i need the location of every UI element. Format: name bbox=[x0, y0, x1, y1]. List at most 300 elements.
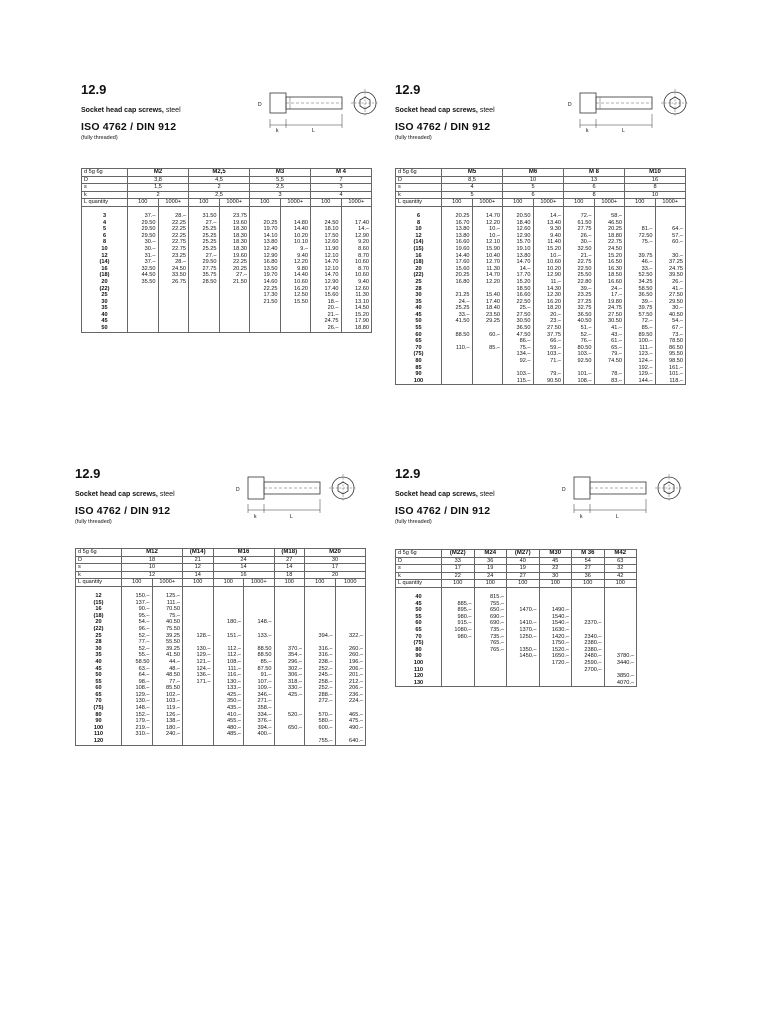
price-cell: 88.50 bbox=[442, 332, 473, 339]
price-cell: 35.75 bbox=[189, 272, 220, 279]
price-cell: 100.– bbox=[625, 338, 656, 345]
price-cell: 31.– bbox=[128, 253, 159, 260]
price-cell: 81.– bbox=[625, 226, 656, 233]
price-cell bbox=[335, 613, 366, 620]
price-cell: 394.– bbox=[244, 725, 275, 732]
price-cell: 980.– bbox=[442, 634, 475, 641]
size-header: M2,5 bbox=[189, 169, 250, 177]
dim-row-s bbox=[396, 184, 686, 192]
price-cell bbox=[335, 705, 366, 712]
price-cell: 48.– bbox=[152, 666, 183, 673]
price-cell: 17.40 bbox=[311, 286, 342, 293]
price-cell: 75.– bbox=[503, 345, 534, 352]
price-cell bbox=[274, 731, 305, 738]
price-cell: 37.25 bbox=[655, 259, 686, 266]
length-value: 130 bbox=[396, 680, 442, 687]
table-row bbox=[396, 607, 637, 614]
price-cell bbox=[244, 738, 275, 745]
length-value: 45 bbox=[396, 312, 442, 319]
price-cell bbox=[274, 619, 305, 626]
price-cell: 206.– bbox=[335, 685, 366, 692]
price-cell: 16.80 bbox=[442, 279, 473, 286]
price-cell: 2340.– bbox=[572, 634, 605, 641]
price-cell: 29.50 bbox=[128, 226, 159, 233]
price-cell bbox=[183, 619, 214, 626]
price-cell bbox=[442, 660, 475, 667]
price-cell: 245.– bbox=[305, 672, 336, 679]
quantity-header: 100 bbox=[503, 199, 534, 207]
length-value: 80 bbox=[396, 358, 442, 365]
dim-value: 5,5 bbox=[250, 176, 311, 184]
price-cell: 23.– bbox=[533, 318, 564, 325]
price-cell bbox=[158, 305, 189, 312]
price-cell: 30.– bbox=[655, 305, 686, 312]
table-row bbox=[396, 338, 686, 345]
price-cell: 10.20 bbox=[280, 233, 311, 240]
length-value: (22) bbox=[82, 286, 128, 293]
dim-row-s bbox=[76, 564, 366, 572]
header-row-size bbox=[76, 549, 366, 557]
price-cell: 640.– bbox=[335, 738, 366, 745]
price-cell bbox=[219, 305, 250, 312]
table-row bbox=[396, 299, 686, 306]
dim-value: 30 bbox=[305, 556, 366, 564]
price-cell: 33.– bbox=[442, 312, 473, 319]
price-cell bbox=[189, 305, 220, 312]
table-row bbox=[82, 259, 372, 266]
dim-value: 3,8 bbox=[128, 176, 189, 184]
price-cell bbox=[539, 601, 572, 608]
price-cell: 27.50 bbox=[655, 292, 686, 299]
length-value: 100 bbox=[76, 725, 122, 732]
price-cell: 9.80 bbox=[280, 266, 311, 273]
svg-text:L: L bbox=[622, 128, 625, 134]
size-header: M 8 bbox=[564, 169, 625, 177]
price-cell: 17.70 bbox=[503, 272, 534, 279]
table-row bbox=[82, 299, 372, 306]
length-value: 40 bbox=[82, 312, 128, 319]
price-cell: 75.50 bbox=[152, 626, 183, 633]
price-cell: 3780.– bbox=[604, 653, 637, 660]
price-cell: 15.20 bbox=[533, 246, 564, 253]
price-cell: 85.– bbox=[625, 325, 656, 332]
price-cell: 14.70 bbox=[503, 259, 534, 266]
table-row bbox=[396, 673, 637, 680]
price-cell: 480.– bbox=[213, 725, 244, 732]
price-cell bbox=[604, 634, 637, 641]
length-value: 45 bbox=[82, 318, 128, 325]
price-cell: 23.25 bbox=[158, 253, 189, 260]
dim-row-s bbox=[396, 565, 637, 573]
length-value: 30 bbox=[82, 299, 128, 306]
price-cell bbox=[335, 606, 366, 613]
price-cell: 8.70 bbox=[341, 266, 372, 273]
price-cell: 410.– bbox=[213, 712, 244, 719]
price-cell: 10.10 bbox=[280, 239, 311, 246]
price-cell: 46.50 bbox=[594, 220, 625, 227]
price-cell bbox=[311, 213, 342, 220]
price-cell: 148.– bbox=[244, 619, 275, 626]
price-cell bbox=[274, 613, 305, 620]
price-cell: 24.– bbox=[442, 299, 473, 306]
length-value: 25 bbox=[76, 633, 122, 640]
price-cell bbox=[335, 626, 366, 633]
quantity-header: 1000+ bbox=[655, 199, 686, 207]
price-cell: 192.– bbox=[625, 365, 656, 372]
size-header: M16 bbox=[213, 549, 274, 557]
price-cell bbox=[128, 305, 159, 312]
price-cell: 130.– bbox=[183, 646, 214, 653]
price-cell bbox=[280, 213, 311, 220]
price-cell: 92.50 bbox=[564, 358, 595, 365]
price-cell: 22.75 bbox=[158, 239, 189, 246]
price-cell: 12.10 bbox=[472, 239, 503, 246]
table-row bbox=[396, 358, 686, 365]
price-cell: 10.– bbox=[533, 253, 564, 260]
price-cell bbox=[507, 673, 540, 680]
length-value: 45 bbox=[396, 601, 442, 608]
price-cell: 103.– bbox=[564, 351, 595, 358]
price-cell: 19.70 bbox=[250, 226, 281, 233]
price-cell bbox=[274, 698, 305, 705]
price-cell: 1750.– bbox=[539, 640, 572, 647]
price-cell bbox=[128, 312, 159, 319]
price-cell bbox=[250, 305, 281, 312]
price-cell bbox=[507, 614, 540, 621]
price-cell: 27.25 bbox=[564, 299, 595, 306]
length-value: 90 bbox=[76, 718, 122, 725]
price-cell: 130.– bbox=[122, 698, 153, 705]
grade-label: 12.9 bbox=[75, 466, 101, 481]
dim-value: 63 bbox=[604, 557, 637, 565]
price-cell: 16.60 bbox=[503, 292, 534, 299]
price-cell bbox=[539, 594, 572, 601]
length-value: 65 bbox=[396, 338, 442, 345]
length-value: 60 bbox=[76, 685, 122, 692]
price-cell: 36.50 bbox=[625, 292, 656, 299]
table-row bbox=[396, 286, 686, 293]
quantity-header: 100 bbox=[213, 579, 244, 587]
price-cell bbox=[305, 600, 336, 607]
price-cell: 735.– bbox=[474, 627, 507, 634]
dim-value: 4 bbox=[442, 184, 503, 192]
table-row bbox=[76, 725, 366, 732]
price-cell: 36.50 bbox=[503, 325, 534, 332]
length-label: L quantity bbox=[82, 199, 128, 207]
price-cell: 2370.– bbox=[572, 620, 605, 627]
price-cell: 11.– bbox=[533, 279, 564, 286]
price-cell: 48.50 bbox=[152, 672, 183, 679]
price-cell: 21.– bbox=[564, 253, 595, 260]
price-cell: 12.90 bbox=[503, 233, 534, 240]
price-cell: 54.– bbox=[122, 619, 153, 626]
price-cell: 28.– bbox=[158, 259, 189, 266]
price-cell bbox=[507, 594, 540, 601]
price-cell: 20.– bbox=[311, 305, 342, 312]
table-row bbox=[396, 365, 686, 372]
price-cell bbox=[472, 358, 503, 365]
dim-value: 10 bbox=[625, 191, 686, 199]
price-cell bbox=[472, 338, 503, 345]
price-cell: 224.– bbox=[335, 698, 366, 705]
price-cell: 212.– bbox=[335, 679, 366, 686]
price-cell: 20.25 bbox=[250, 220, 281, 227]
screw-drawing-2 bbox=[566, 84, 696, 136]
price-cell: 30.– bbox=[564, 239, 595, 246]
price-cell bbox=[128, 299, 159, 306]
dim-label: k bbox=[76, 571, 122, 579]
price-cell: 2590.– bbox=[572, 660, 605, 667]
length-value: 70 bbox=[396, 634, 442, 641]
price-cell bbox=[472, 365, 503, 372]
price-cell: 24.50 bbox=[311, 220, 342, 227]
price-cell: 18.50 bbox=[594, 272, 625, 279]
price-cell bbox=[122, 738, 153, 745]
price-cell: 12.60 bbox=[341, 286, 372, 293]
price-cell: 1630.– bbox=[539, 627, 572, 634]
price-cell bbox=[507, 667, 540, 674]
price-cell: 61.– bbox=[594, 338, 625, 345]
length-value: 28 bbox=[396, 286, 442, 293]
dim-value: 30 bbox=[539, 572, 572, 580]
table-row bbox=[396, 213, 686, 220]
price-cell: 39.25 bbox=[152, 646, 183, 653]
length-value: (22) bbox=[76, 626, 122, 633]
dim-value: 2,5 bbox=[189, 191, 250, 199]
length-value: 90 bbox=[396, 371, 442, 378]
price-cell: 58.50 bbox=[625, 286, 656, 293]
price-cell: 111.– bbox=[213, 666, 244, 673]
price-cell: 44.– bbox=[152, 659, 183, 666]
length-value: (14) bbox=[82, 259, 128, 266]
dim-value: 5 bbox=[442, 191, 503, 199]
price-cell bbox=[213, 738, 244, 745]
price-cell: 29.50 bbox=[128, 233, 159, 240]
price-cell bbox=[474, 680, 507, 687]
price-cell: 18.40 bbox=[472, 305, 503, 312]
price-cell: 180.– bbox=[213, 619, 244, 626]
price-cell: 1520.– bbox=[539, 647, 572, 654]
table-row bbox=[76, 731, 366, 738]
price-cell: 322.– bbox=[335, 633, 366, 640]
svg-text:L: L bbox=[290, 514, 293, 520]
length-value: 10 bbox=[396, 226, 442, 233]
price-cell: 21.50 bbox=[250, 299, 281, 306]
price-cell: 15.60 bbox=[442, 266, 473, 273]
price-cell: 9.40 bbox=[533, 233, 564, 240]
length-value: 8 bbox=[82, 239, 128, 246]
length-value: 12 bbox=[82, 253, 128, 260]
price-cell bbox=[280, 312, 311, 319]
length-value: 4 bbox=[82, 220, 128, 227]
price-cell: 370.– bbox=[274, 646, 305, 653]
price-cell: 37.75 bbox=[533, 332, 564, 339]
spec-table-m2-m4 bbox=[81, 168, 372, 333]
price-cell bbox=[158, 292, 189, 299]
price-cell: 29.50 bbox=[655, 299, 686, 306]
length-value: (75) bbox=[76, 705, 122, 712]
quantity-header: 1000 bbox=[335, 579, 366, 587]
price-cell: 206.– bbox=[335, 666, 366, 673]
price-cell: 14.50 bbox=[341, 305, 372, 312]
price-cell: 14.40 bbox=[442, 253, 473, 260]
price-cell: 108.– bbox=[122, 685, 153, 692]
price-cell: 24.50 bbox=[158, 266, 189, 273]
price-cell: 103.– bbox=[152, 698, 183, 705]
price-cell: 112.– bbox=[213, 646, 244, 653]
price-cell bbox=[183, 731, 214, 738]
price-cell: 9.30 bbox=[533, 226, 564, 233]
price-cell: 57.50 bbox=[625, 312, 656, 319]
price-cell bbox=[474, 667, 507, 674]
table-row bbox=[396, 614, 637, 621]
table-row bbox=[396, 292, 686, 299]
quantity-header: 100 bbox=[311, 199, 342, 207]
price-cell: 19.70 bbox=[250, 272, 281, 279]
price-cell: 98.50 bbox=[655, 358, 686, 365]
price-cell bbox=[305, 613, 336, 620]
price-cell: 316.– bbox=[305, 652, 336, 659]
dim-row-k bbox=[396, 191, 686, 199]
price-cell bbox=[183, 593, 214, 600]
price-cell: 25.25 bbox=[189, 239, 220, 246]
price-cell: 92.– bbox=[503, 358, 534, 365]
table-row bbox=[396, 627, 637, 634]
length-value: 6 bbox=[396, 213, 442, 220]
quantity-header: 100 bbox=[442, 580, 475, 588]
price-cell: 37.– bbox=[128, 213, 159, 220]
price-cell: 19.10 bbox=[503, 246, 534, 253]
table-row bbox=[82, 279, 372, 286]
table-row bbox=[396, 640, 637, 647]
size-header: M24 bbox=[474, 550, 507, 558]
price-cell: 137.– bbox=[122, 600, 153, 607]
length-value: 50 bbox=[396, 318, 442, 325]
price-cell: 107.– bbox=[244, 679, 275, 686]
price-cell: 1410.– bbox=[507, 620, 540, 627]
size-label-d: d 5g 6g bbox=[396, 550, 442, 558]
length-value: (18) bbox=[82, 272, 128, 279]
price-cell bbox=[213, 593, 244, 600]
price-cell: 16.20 bbox=[280, 286, 311, 293]
price-cell: 41.– bbox=[594, 325, 625, 332]
price-cell: 1650.– bbox=[539, 653, 572, 660]
dim-value: 2 bbox=[128, 191, 189, 199]
price-cell: 133.– bbox=[244, 633, 275, 640]
dim-row-k bbox=[76, 571, 366, 579]
price-cell: 90.– bbox=[122, 606, 153, 613]
price-cell: 67.– bbox=[655, 325, 686, 332]
price-cell bbox=[219, 299, 250, 306]
length-value: 25 bbox=[396, 279, 442, 286]
quantity-header: 1000+ bbox=[158, 199, 189, 207]
price-cell: 25.25 bbox=[189, 246, 220, 253]
price-cell bbox=[183, 600, 214, 607]
price-cell bbox=[183, 698, 214, 705]
price-cell bbox=[189, 312, 220, 319]
price-cell: 19.60 bbox=[219, 253, 250, 260]
price-cell: 124.– bbox=[625, 358, 656, 365]
dim-value: 14 bbox=[183, 571, 214, 579]
price-cell: 89.50 bbox=[625, 332, 656, 339]
table-row bbox=[396, 325, 686, 332]
price-cell: 1420.– bbox=[539, 634, 572, 641]
length-value: 5 bbox=[82, 226, 128, 233]
dim-value: 4,5 bbox=[189, 176, 250, 184]
price-cell: 179.– bbox=[122, 718, 153, 725]
dim-label: D bbox=[396, 557, 442, 565]
price-cell: 12.10 bbox=[311, 266, 342, 273]
dim-label: k bbox=[396, 572, 442, 580]
size-label-d: d 5g 6g bbox=[396, 169, 442, 177]
price-cell: 1350.– bbox=[507, 647, 540, 654]
price-cell: 12.20 bbox=[472, 220, 503, 227]
table-row bbox=[396, 272, 686, 279]
price-cell: 18.30 bbox=[219, 233, 250, 240]
table-row bbox=[396, 680, 637, 687]
price-cell: 32.50 bbox=[128, 266, 159, 273]
price-cell: 14.30 bbox=[533, 286, 564, 293]
dim-value: 19 bbox=[474, 565, 507, 573]
price-cell: 425.– bbox=[213, 692, 244, 699]
length-value: 50 bbox=[396, 607, 442, 614]
length-value: 65 bbox=[396, 627, 442, 634]
price-cell: 57.– bbox=[655, 233, 686, 240]
price-cell: 24.50 bbox=[594, 246, 625, 253]
price-cell: 27.– bbox=[189, 220, 220, 227]
dim-value: 17 bbox=[305, 564, 366, 572]
price-cell: 15.60 bbox=[311, 292, 342, 299]
price-cell bbox=[564, 365, 595, 372]
price-cell: 126.– bbox=[152, 712, 183, 719]
price-cell: 21.– bbox=[311, 312, 342, 319]
price-cell bbox=[572, 673, 605, 680]
length-value: 110 bbox=[76, 731, 122, 738]
price-cell: 40.50 bbox=[152, 619, 183, 626]
table-row bbox=[396, 318, 686, 325]
size-header: (M27) bbox=[507, 550, 540, 558]
size-header: M5 bbox=[442, 169, 503, 177]
price-cell: 600.– bbox=[305, 725, 336, 732]
size-header: M42 bbox=[604, 550, 637, 558]
price-cell: 20.– bbox=[533, 312, 564, 319]
price-cell: 260.– bbox=[335, 652, 366, 659]
table-row bbox=[396, 220, 686, 227]
price-cell: 24.– bbox=[594, 286, 625, 293]
price-cell: 39.– bbox=[564, 286, 595, 293]
size-header: M3 bbox=[250, 169, 311, 177]
price-cell: 1370.– bbox=[507, 627, 540, 634]
price-cell bbox=[572, 680, 605, 687]
length-value: 85 bbox=[396, 365, 442, 372]
price-cell: 27.– bbox=[219, 272, 250, 279]
price-cell bbox=[189, 286, 220, 293]
price-cell bbox=[474, 660, 507, 667]
price-cell: 376.– bbox=[244, 718, 275, 725]
price-cell: 103.– bbox=[503, 371, 534, 378]
price-cell: 10.60 bbox=[341, 272, 372, 279]
price-cell: 28.– bbox=[158, 213, 189, 220]
price-cell: 11.30 bbox=[472, 266, 503, 273]
length-value: 80 bbox=[396, 647, 442, 654]
price-cell bbox=[625, 220, 656, 227]
price-cell bbox=[604, 647, 637, 654]
header-row-size bbox=[396, 550, 637, 558]
price-cell bbox=[128, 286, 159, 293]
price-cell: 27.50 bbox=[594, 312, 625, 319]
quantity-header: 100 bbox=[250, 199, 281, 207]
length-value: 35 bbox=[396, 299, 442, 306]
